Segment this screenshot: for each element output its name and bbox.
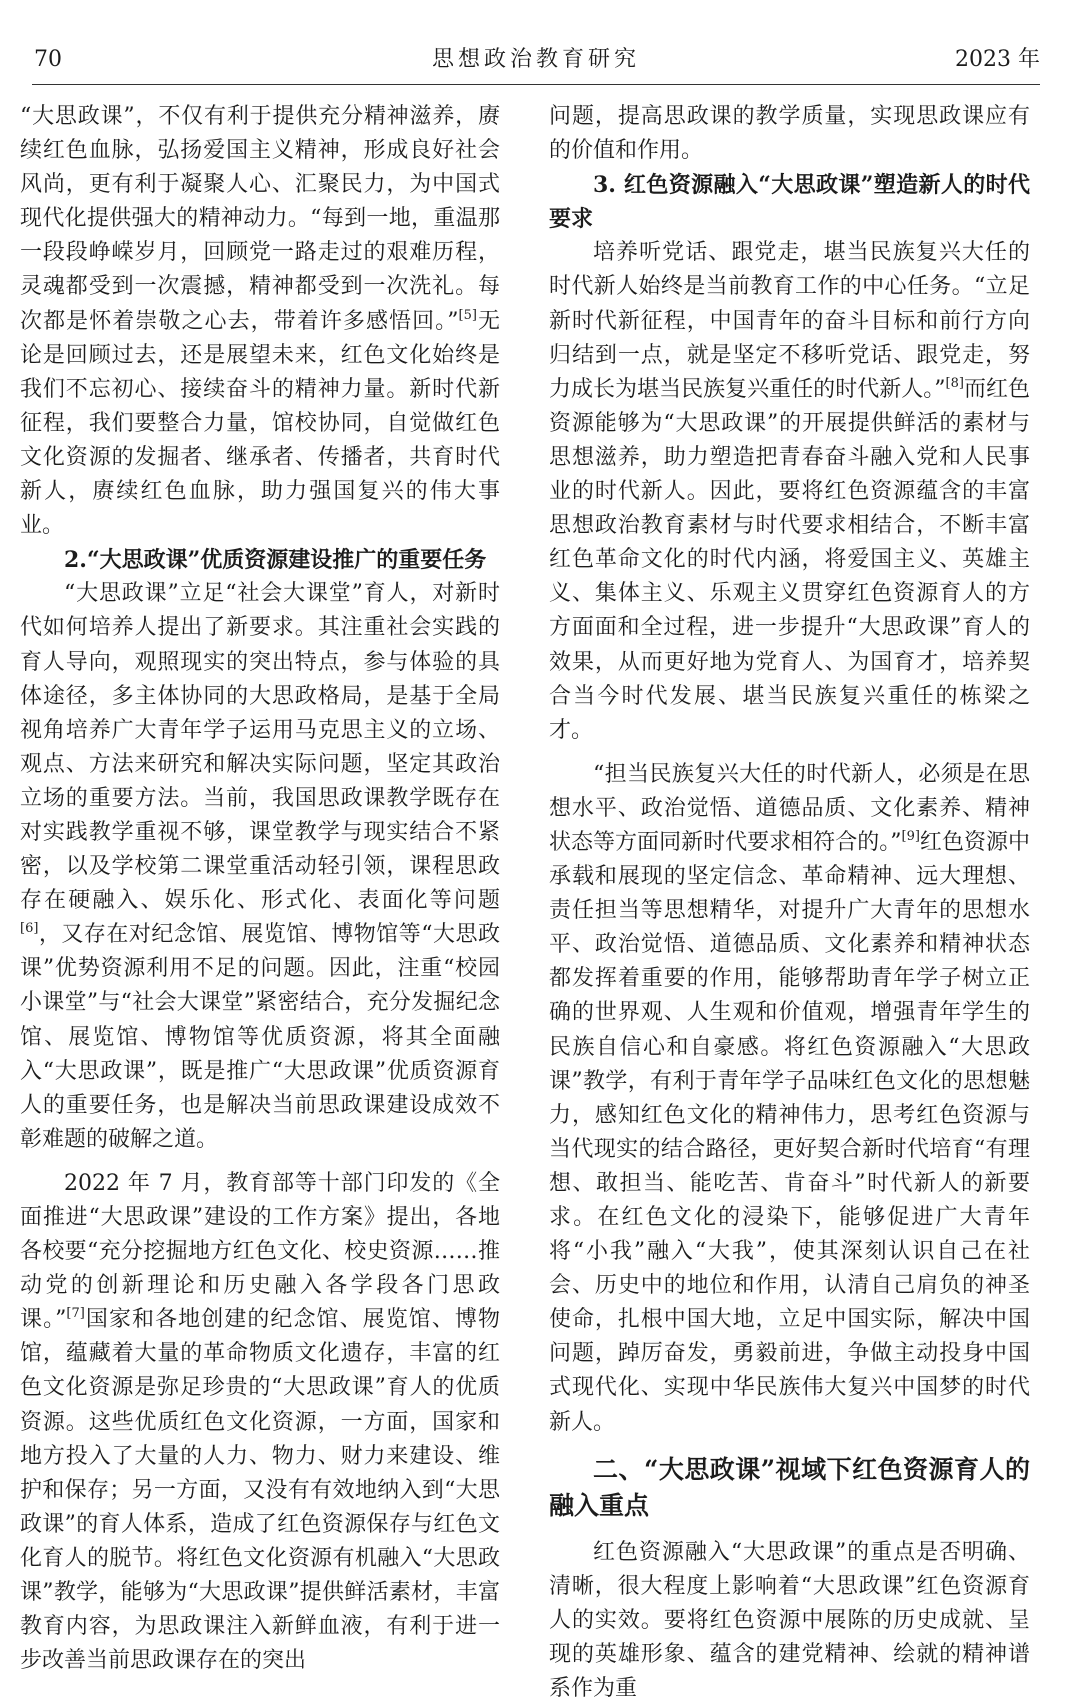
paragraph: 红色资源融入“大思政课”的重点是否明确、清晰，很大程度上影响着“大思政课”红色资源育人的实效。要将红色资源中展陈的历史成就、呈现的英雄形象、蕴含的建党精神、绘就的精神谱系作为重 <box>549 1539 1030 1702</box>
paragraph: “大思政课”立足“社会大课堂”育人，对新时代如何培养人提出了新要求。其注重社会实践的育人导向，观照现实的突出特点，参与体验的具体途径，多主体协同的大思政格局，是基于全局视角培养广大青年学子运用马克思主义的立场、观点、方法来研究和解决实际问题，坚定其政治立场的重要方法。当前，我国思政课教学既存在对实践教学重视不够，课堂教学与现实结合不紧密，以及学校第二课堂重活动轻引领，课程思政存在硬融入、娱乐化、形式化、表面化等问题[6]，又存在对纪念馆、展览馆、博物馆等“大思政课”优势资源利用不足的问题。因此，注重“校园小课堂”与“社会大课堂”紧密结合，充分发掘纪念馆、展览馆、博物馆等优质资源，将其全面融入“大思政课”，既是推广“大思政课”优质资源育人的重要任务，也是解决当前思政课建设成效不彰难题的破解之道。 <box>20 581 500 1152</box>
page-number: 70 <box>34 47 62 72</box>
running-header <box>32 40 1040 85</box>
citation-ref: [9] <box>901 828 920 844</box>
right-column <box>549 100 1030 1706</box>
citation-ref: [5] <box>458 307 477 323</box>
citation-ref: [8] <box>945 375 964 391</box>
paragraph: “担当民族复兴大任的时代新人，必须是在思想水平、政治觉悟、道德品质、文化素养、精神状态等方面同新时代要求相符合的。”[9]红色资源中承载和展现的坚定信念、革命精神、远大理想、责任担当等思想精华，对提升广大青年的思想水平、政治觉悟、道德品质、文化素养和精神状态都发挥着重要的作用，能够帮助青年学子树立正确的世界观、人生观和价值观，增强青年学生的民族自信心和自豪感。将红色资源融入“大思政课”教学，有利于青年学子品味红色文化的思想魅力，感知红色文化的精神伟力，思考红色资源与当代现实的结合路径，更好契合新时代培育“有理想、敢担当、能吃苦、肯奋斗”时代新人的新要求。在红色文化的浸染下，能够促进广大青年将“小我”融入“大我”，使其深刻认识自己在社会、历史中的地位和作用，认清自己肩负的神圣使命，扎根中国大地，立足中国实际，解决中国问题，踔厉奋发，勇毅前进，争做主动投身中国式现代化、实现中华民族伟大复兴中国梦的时代新人。 <box>549 761 1030 1435</box>
paragraph: 培养听党话、跟党走，堪当民族复兴大任的时代新人始终是当前教育工作的中心任务。“立足新时代新征程，中国青年的奋斗目标和前行方向归结到一点，就是坚定不移听党话、跟党走，努力成长为堪当民族复兴重任的时代新人。”[8]而红色资源能够为“大思政课”的开展提供鲜活的素材与思想滋养，助力塑造把青春奋斗融入党和人民事业的时代新人。因此，要将红色资源蕴含的丰富思想政治教育素材与时代要求相结合，不断丰富红色革命文化的时代内涵，将爱国主义、英雄主义、集体主义、乐观主义贯穿红色资源育人的方方面面和全过程，进一步提升“大思政课”育人的效果，从而更好地为党育人、为国育才，培养契合当今时代发展、堪当民族复兴重任的栋梁之才。 <box>549 240 1030 743</box>
paragraph: 问题，提高思政课的教学质量，实现思政课应有的价值和作用。 <box>549 104 1030 164</box>
left-column <box>20 100 500 1678</box>
journal-title: 思想政治教育研究 <box>431 47 640 72</box>
paragraph: 2022 年 7 月，教育部等十部门印发的《全面推进“大思政课”建设的工作方案》提出，各地各校要“充分挖掘地方红色文化、校史资源……推动党的创新理论和历史融入各学段各门思政课。”[7]国家和各地创建的纪念馆、展览馆、博物馆，蕴藏着大量的革命物质文化遗存，丰富的红色文化资源是弥足珍贵的“大思政课”育人的优质资源。这些优质红色文化资源，一方面，国家和地方投入了大量的人力、物力、财力来建设、维护和保存；另一方面，又没有有效地纳入到“大思政课”的育人体系，造成了红色资源保存与红色文化育人的脱节。将红色文化资源有机融入“大思政课”教学，能够为“大思政课”提供鲜活素材，丰富教育内容，为思政课注入新鲜血液，有利于进一步改善当前思政课存在的突出 <box>20 1170 500 1674</box>
citation-ref: [6] <box>20 921 39 937</box>
section-heading: 二、“大思政课”视域下红色资源育人的融入重点 <box>549 1454 1030 1520</box>
subsection-heading: 3. 红色资源融入“大思政课”塑造新人的时代要求 <box>549 172 1030 233</box>
citation-ref: [7] <box>66 1306 85 1322</box>
subsection-heading: 2.“大思政课”优质资源建设推广的重要任务 <box>64 547 487 574</box>
publication-year: 2023 年 <box>955 47 1040 72</box>
paragraph: “大思政课”，不仅有利于提供充分精神滋养，赓续红色血脉，弘扬爱国主义精神，形成良好社会风尚，更有利于凝聚人心、汇聚民力，为中国式现代化提供强大的精神动力。“每到一地，重温那一段段峥嵘岁月，回顾党一路走过的艰难历程，灵魂都受到一次震撼，精神都受到一次洗礼。每次都是怀着崇敬之心去，带着许多感悟回。”[5]无论是回顾过去，还是展望未来，红色文化始终是我们不忘初心、接续奋斗的精神力量。新时代新征程，我们要整合力量，馆校协同，自觉做红色文化资源的发掘者、继承者、传播者，共育时代新人，赓续红色血脉，助力强国复兴的伟大事业。 <box>20 104 500 539</box>
